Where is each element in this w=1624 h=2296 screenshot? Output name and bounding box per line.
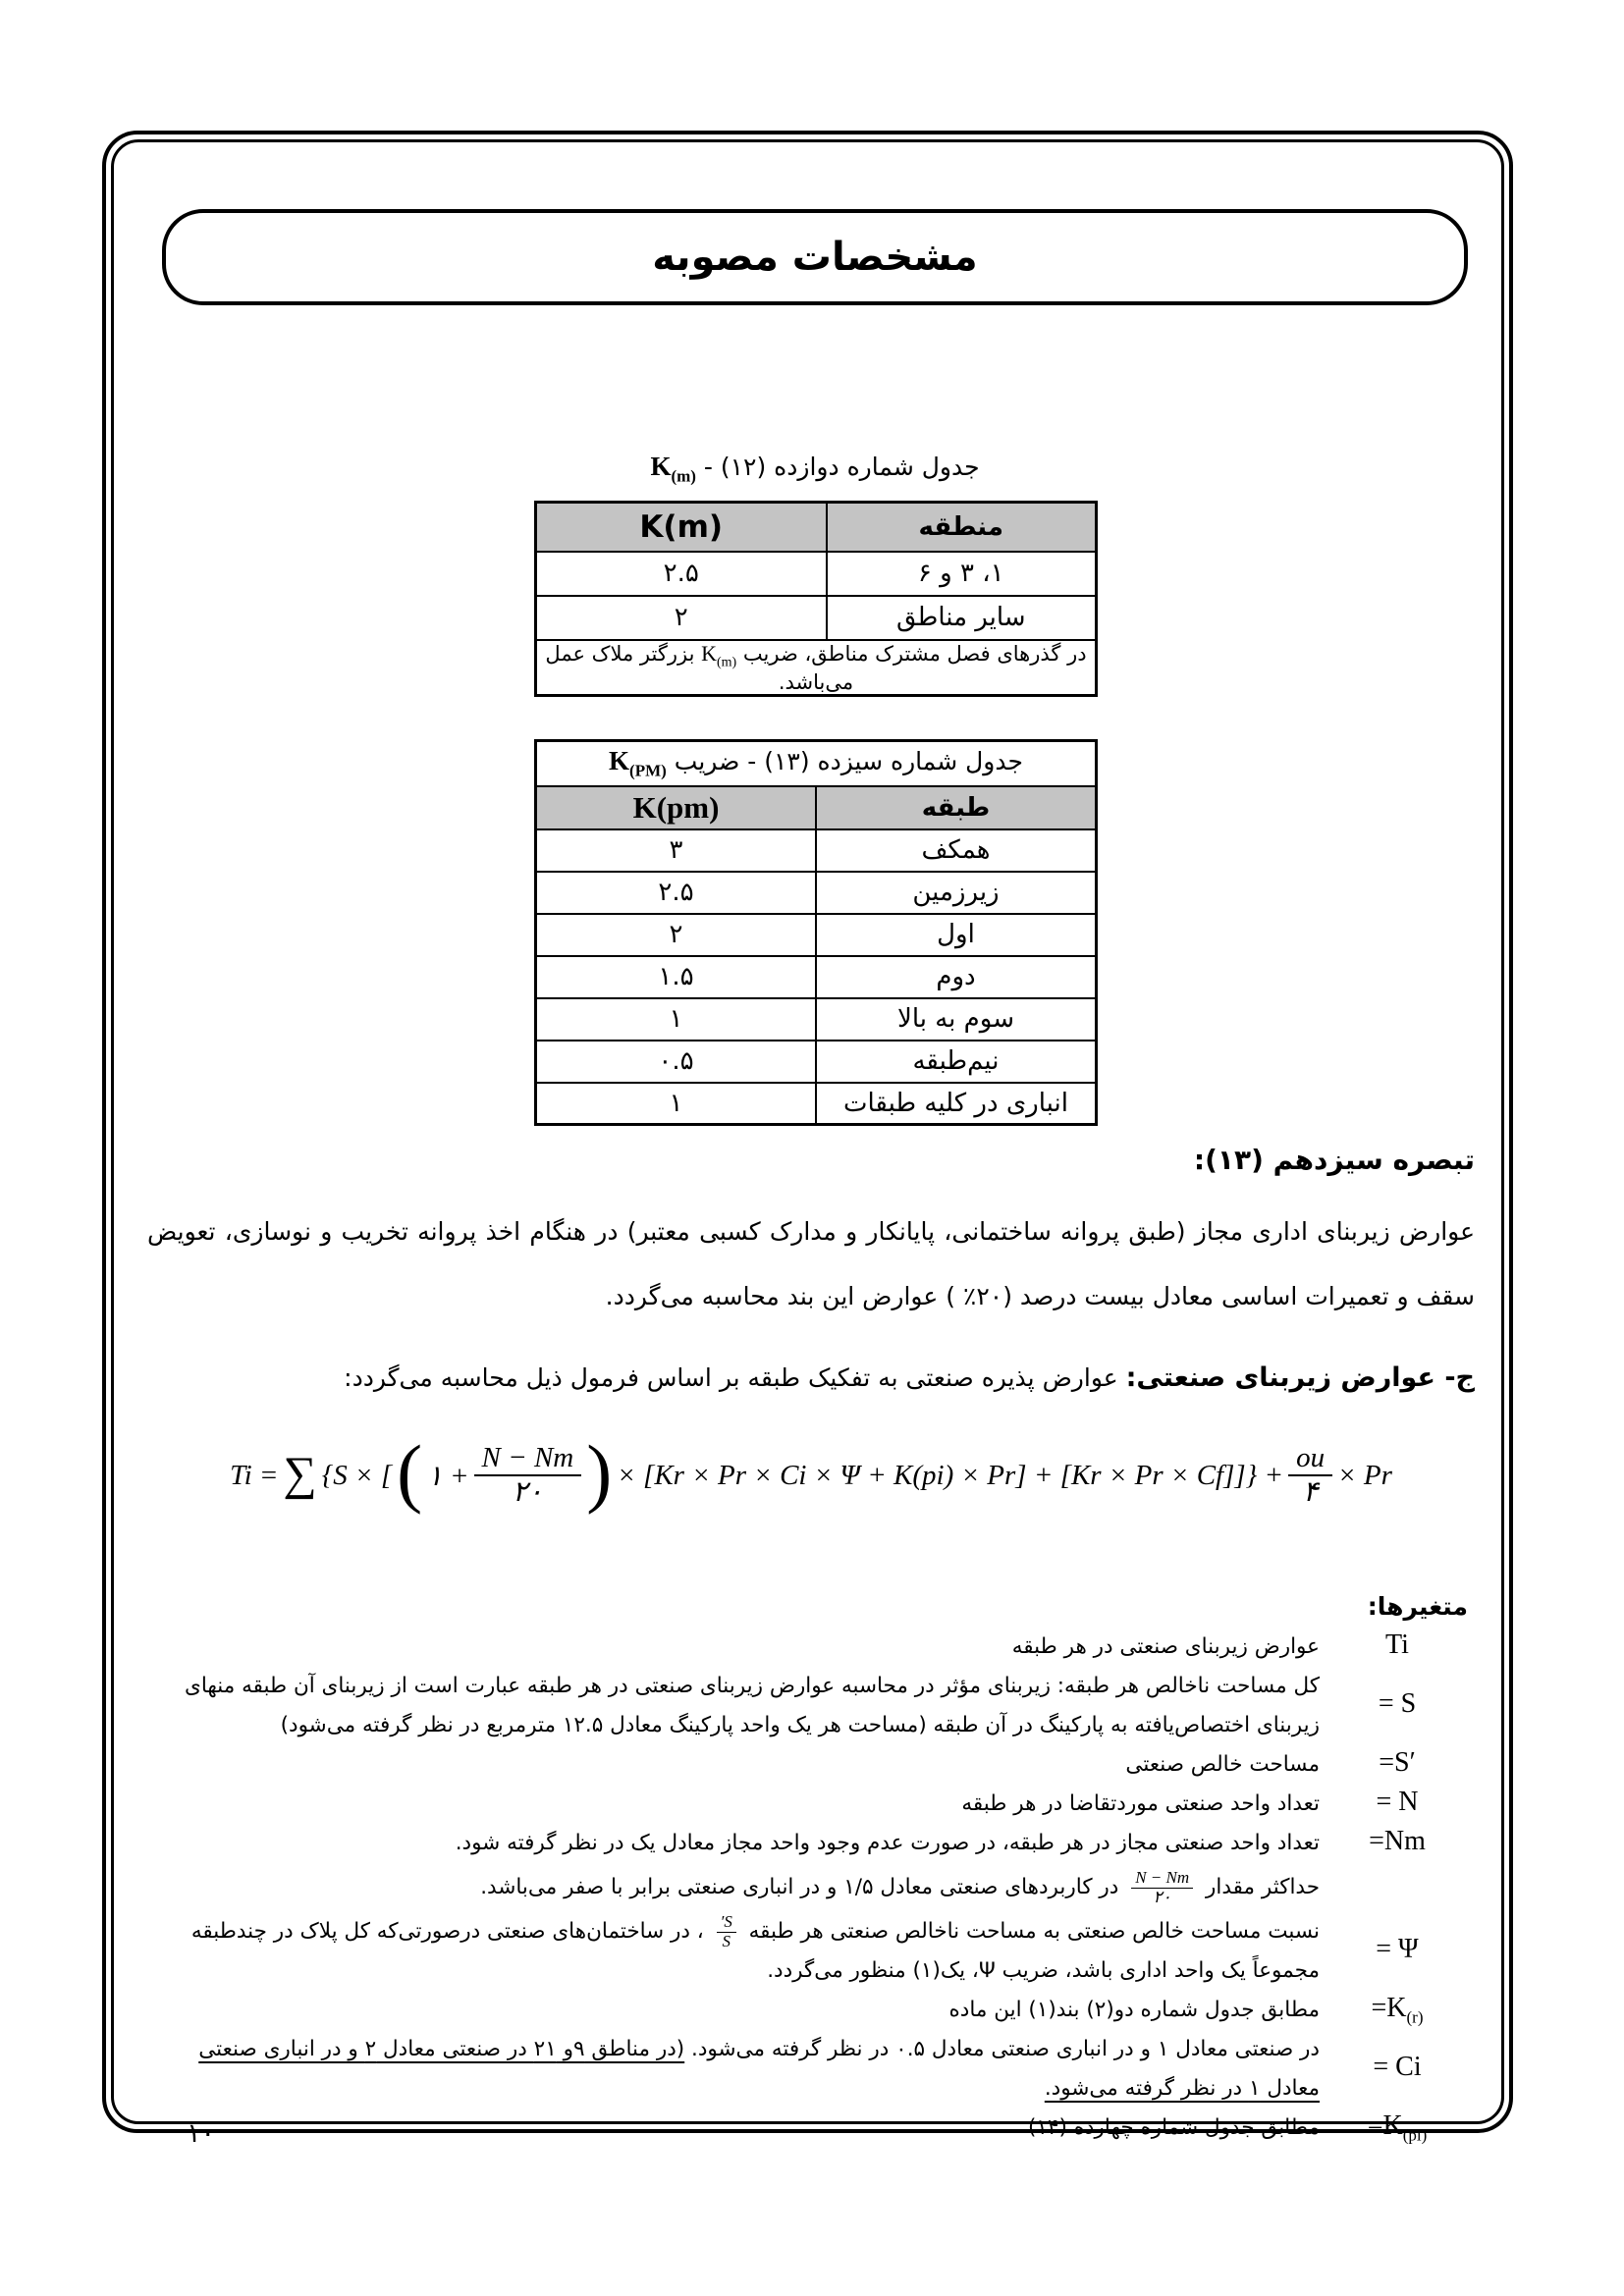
list-item [147, 1824, 1475, 1863]
note13-body: عوارض زیربنای اداری مجاز (طبق پروانه ساختمانی، پایانکار و مدارک کسبی معتبر) در هنگام اخذ پروانه تخریب و نوسازی، تعویض سقف و تعمیرات اساسی معادل بیست درصد (۲۰٪ ) عوارض این بند محاسبه می‌گردد. [147, 1217, 1475, 1310]
table13-header-value: K(pm) [536, 786, 817, 829]
formula-mid: × [Kr × Pr × Ci × Ψ + K(pi) × Pr] + [Kr × Pr × Cf]]} + [617, 1459, 1284, 1491]
list-item [147, 1863, 1475, 1912]
formula-open: {S × [ [321, 1459, 393, 1491]
table-row [536, 914, 1097, 956]
table12 [534, 501, 1098, 697]
var-symbol-ti: Ti [1385, 1629, 1409, 1661]
var-desc-ti: عوارض زیربنای صنعتی در هر طبقه [1011, 1634, 1320, 1659]
list-item [147, 2030, 1475, 2109]
table12-caption-text: جدول شماره دوازده (۱۲) - [703, 453, 980, 481]
table12-caption [535, 452, 1095, 486]
var-desc-ci: در صنعتی معادل ۱ و در انباری صنعتی معادل ۰.۵ در نظر گرفته می‌شود. (در مناطق ۹و ۲۱ در صنعتی معادل ۲ و در انباری صنعتی معادل ۱ در نظر گرفته می‌شود. [198, 2037, 1320, 2101]
table-row [536, 596, 1097, 640]
var-desc-kr: مطابق جدول شماره دو(۲) بند(۱) این ماده [948, 1998, 1320, 2022]
var-symbol-n: = N [1376, 1787, 1419, 1818]
table13 [534, 739, 1098, 1126]
table-row [536, 829, 1097, 872]
table13-caption-row [536, 741, 1097, 786]
max-fraction: $\frac{N - Nm}{۲۰}$ [1131, 1869, 1193, 1906]
section-j-heading-rest: عوارض پذیره صنعتی به تفکیک طبقه بر اساس فرمول ذیل محاسبه می‌گردد: [344, 1363, 1118, 1392]
table13-row0-floor: همکف [816, 829, 1097, 872]
list-item [147, 1785, 1475, 1824]
psi-fraction: $\frac{S'}{S}$ [717, 1913, 736, 1950]
table-row [536, 1083, 1097, 1125]
var-symbol-nm: =Nm [1369, 1826, 1426, 1857]
formula-lhs: Ti = [230, 1459, 279, 1491]
section-j-heading-bold: ج- عوارض زیربنای صنعتی: [1125, 1362, 1475, 1393]
table13-caption: جدول شماره سیزده (۱۳) - ضریب $K_{(PM)}$ [536, 741, 1097, 786]
formula-fraction-1: $\frac{N - Nm}{۲۰}$ [474, 1442, 582, 1510]
table12-row0-value: ۲.۵ [536, 552, 827, 596]
var-desc-n: تعداد واحد صنعتی موردتقاضا در هر طبقه [961, 1791, 1320, 1816]
var-desc-s-prime: مساحت خالص صنعتی [1125, 1752, 1320, 1777]
industrial-levy-formula: Ti = ∑ {S × [ ( ۱ + $\frac{N - Nm}{۲۰}$ ) × [Kr × Pr × Ci × Ψ + K(pi) × Pr] + [Kr × Pr × Cf]]} + $\frac{ou}{۴}$ × Pr [230, 1429, 1392, 1515]
title-box [162, 209, 1468, 305]
section-j-heading [147, 1362, 1475, 1393]
table-row [536, 1041, 1097, 1083]
var-desc-s: کل مساحت ناخالص هر طبقه: زیربنای مؤثر در محاسبه عوارض زیربنای صنعتی در هر طبقه عبارت است از زیربنای آن طبقه منهای زیربنای اختصاص‌یافته به پارکینگ در آن طبقه (مساحت هر یک واحد پارکینگ معادل ۱۲.۵ مترمربع در نظر گرفته می‌شود) [184, 1674, 1320, 1737]
table13-row3-value: ۱.۵ [536, 956, 817, 998]
table13-row1-floor: زیرزمین [816, 872, 1097, 914]
var-desc-psi: نسبت مساحت خالص صنعتی به مساحت ناخالص صنعتی هر طبقه $\frac{S'}{S}$ ، در ساختمان‌های صنعتی درصورتی‌که کل پلاک در چندطبقه مجموعاً یک واحد اداری باشد، ضریب Ψ، یک(۱) منظور می‌گردد. [190, 1911, 1320, 1983]
table-row [536, 552, 1097, 596]
table12-header-value: K(m) [536, 503, 827, 552]
var-desc-max: حداکثر مقدار $\frac{N - Nm}{۲۰}$ در کاربردهای صنعتی معادل ۱/۵ و در انباری صنعتی برابر با صفر می‌باشد. [480, 1867, 1320, 1906]
table13-header-row [536, 786, 1097, 829]
table13-row0-value: ۳ [536, 829, 817, 872]
list-item [147, 1991, 1475, 2030]
table13-row4-floor: سوم به بالا [816, 998, 1097, 1041]
variables-heading: متغیرها: [1367, 1592, 1468, 1621]
formula-fraction-2: $\frac{ou}{۴}$ [1288, 1442, 1332, 1510]
var-symbol-kpi: $=K_{(pi)}$ [1367, 2110, 1428, 2145]
var-symbol-s-prime: =S′ [1379, 1747, 1416, 1779]
table12-row0-region: ۱، ۳ و ۶ [827, 552, 1097, 596]
page-number: ۱۰ [187, 2118, 216, 2149]
table13-row6-value: ۱ [536, 1083, 817, 1125]
list-item [147, 1745, 1475, 1785]
formula-one-plus: ۱ + [427, 1460, 469, 1492]
var-symbol-psi: = Ψ [1376, 1934, 1419, 1965]
table13-row2-value: ۲ [536, 914, 817, 956]
table13-row4-value: ۱ [536, 998, 817, 1041]
page-title: مشخصات مصوبه [652, 235, 978, 280]
var-desc-nm: تعداد واحد صنعتی مجاز در هر طبقه، در صورت عدم وجود واحد مجاز معادل یک در نظر گرفته شود. [455, 1831, 1320, 1855]
table12-row1-value: ۲ [536, 596, 827, 640]
list-item [147, 2109, 1475, 2148]
table13-caption-symbol: $K_{(PM)}$ [609, 746, 667, 780]
table12-footnote-symbol: $K_{(m)}$ [701, 640, 737, 669]
var-symbol-ci: = Ci [1373, 2052, 1422, 2083]
formula-tail: × Pr [1337, 1459, 1392, 1491]
table13-row2-floor: اول [816, 914, 1097, 956]
list-item [147, 1667, 1475, 1745]
table13-row3-floor: دوم [816, 956, 1097, 998]
table12-footer-row [536, 640, 1097, 696]
variables-list [147, 1628, 1475, 2148]
var-symbol-s: = S [1378, 1688, 1417, 1720]
table12-caption-symbol: $K_{(m)}$ [650, 452, 696, 486]
var-desc-kpi: مطابق جدول شماره چهارده (۱۴) [1027, 2115, 1320, 2140]
table13-row5-value: ۰.۵ [536, 1041, 817, 1083]
table12-footnote: در گذرهای فصل مشترک مناطق، ضریب $K_{(m)}$ بزرگتر ملاک عمل می‌باشد. [536, 640, 1097, 696]
table12-header-region: منطقه [827, 503, 1097, 552]
note13-heading: تبصره سیزدهم (۱۳): [1193, 1144, 1475, 1176]
table-row [536, 998, 1097, 1041]
table12-row1-region: سایر مناطق [827, 596, 1097, 640]
var-symbol-kr: $=K_{(r)}$ [1371, 1993, 1424, 2027]
table-row [536, 872, 1097, 914]
sigma-symbol: ∑ [283, 1447, 317, 1500]
table12-header-row [536, 503, 1097, 552]
table13-row6-floor: انباری در کلیه طبقات [816, 1083, 1097, 1125]
table13-row1-value: ۲.۵ [536, 872, 817, 914]
var-desc-ci-underlined: (در مناطق ۹و ۲۱ در صنعتی معادل ۲ و در انباری صنعتی معادل ۱ در نظر گرفته می‌شود. [198, 2037, 1320, 2101]
list-item [147, 1628, 1475, 1667]
table13-row5-floor: نیم‌طبقه [816, 1041, 1097, 1083]
table13-header-floor: طبقه [816, 786, 1097, 829]
list-item [147, 1912, 1475, 1991]
table-row [536, 956, 1097, 998]
